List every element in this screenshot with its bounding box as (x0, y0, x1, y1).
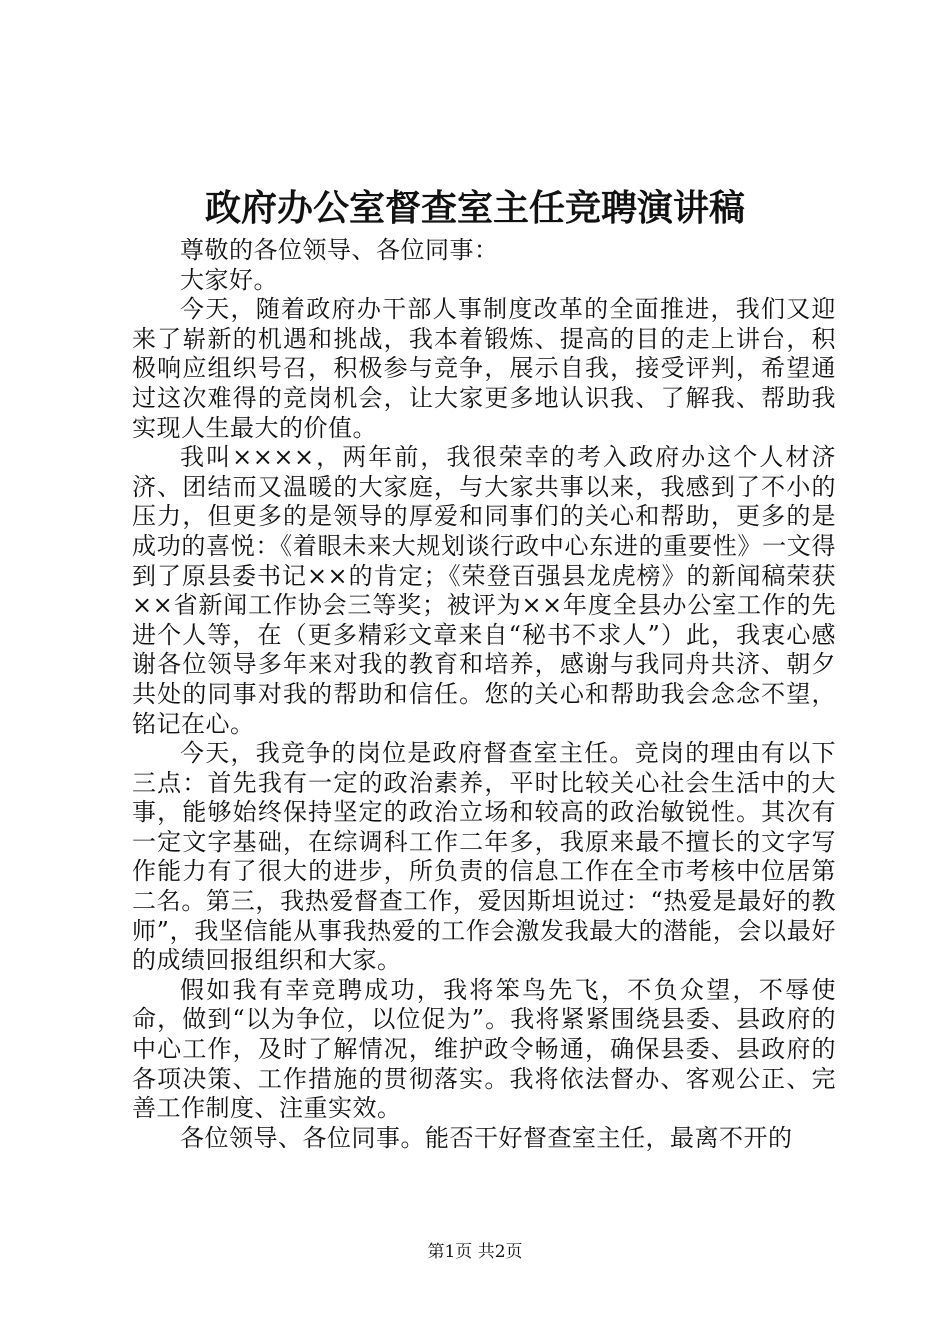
page-number-footer: 第1页 共2页 (427, 1242, 523, 1262)
paragraph-greeting: 大家好。 (180, 265, 278, 294)
document-body (132, 236, 836, 1153)
paragraph-self-introduction: 我叫××××，两年前，我很荣幸的考入政府办这个人材济济、团结而又温暖的大家庭，与大家共事以来，我感到了不小的压力，但更多的是领导的厚爱和同事们的关心和帮助，更多的是成功的喜悦：《着眼未来大规划谈行政中心东进的重要性》一文得到了原县委书记××的肯定；《荣登百强县龙虎榜》的新闻稿荣获××省新闻工作协会三等奖；被评为××年度全县办公室工作的先进个人等，在（更多精彩文章来自“秘书不求人”）此，我衷心感谢各位领导多年来对我的教育和培养，感谢与我同舟共济、朝夕共处的同事对我的帮助和信任。您的关心和帮助我会念念不望，铭记在心。 (132, 443, 836, 738)
paragraph-reasons: 今天，我竞争的岗位是政府督查室主任。竞岗的理由有以下三点：首先我有一定的政治素养，平时比较关心社会生活中的大事，能够始终保持坚定的政治立场和较高的政治敏锐性。其次有一定文字基础，在综调科工作二年多，我原来最不擅长的文字写作能力有了很大的进步，所负责的信息工作在全市考核中位居第二名。第三，我热爱督查工作，爱因斯坦说过：“热爱是最好的教师”，我坚信能从事我热爱的工作会激发我最大的潜能，会以最好的成绩回报组织和大家。 (132, 739, 836, 975)
paragraph-closing: 各位领导、各位同事。能否干好督查室主任，最离不开的 (180, 1123, 793, 1152)
paragraph-commitment: 假如我有幸竞聘成功，我将笨鸟先飞，不负众望，不辱使命，做到“以为争位，以位促为”。我将紧紧围绕县委、县政府的中心工作，及时了解情况，维护政令畅通，确保县委、县政府的各项决策、工作措施的贯彻落实。我将依法督办、客观公正、完善工作制度、注重实效。 (132, 975, 836, 1123)
document-title: 政府办公室督查室主任竞聘演讲稿 (204, 187, 745, 229)
paragraph-salutation: 尊敬的各位领导、各位同事： (180, 236, 499, 264)
paragraph-intro: 今天，随着政府办干部人事制度改革的全面推进，我们又迎来了崭新的机遇和挑战，我本着锻炼、提高的目的走上讲台，积极响应组织号召，积极参与竞争，展示自我，接受评判，希望通过这次难得的竞岗机会，让大家更多地认识我、了解我、帮助我实现人生最大的价值。 (132, 295, 836, 442)
